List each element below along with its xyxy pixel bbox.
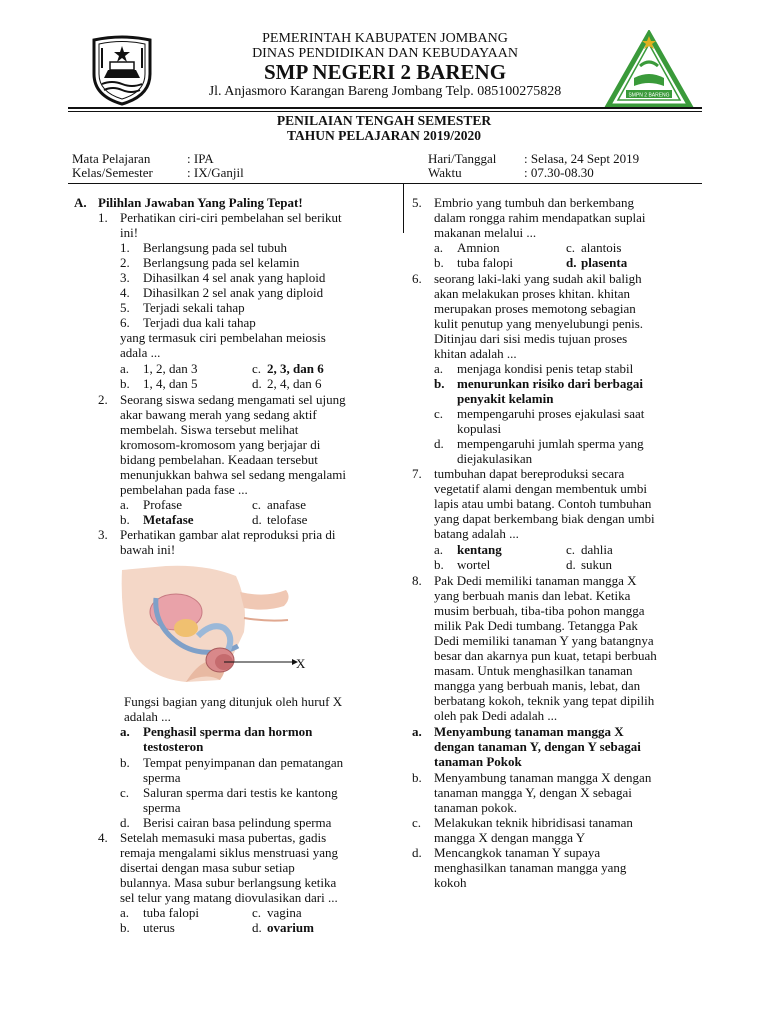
option-a: tuba falopi bbox=[143, 905, 199, 920]
question-number: 8. bbox=[412, 573, 422, 588]
question-number: 3. bbox=[98, 527, 108, 542]
option-letter: c. bbox=[566, 542, 576, 557]
question-text-line: milik Pak Dedi tumbang. Tetangga Pak bbox=[434, 618, 638, 633]
option-c: dahlia bbox=[581, 542, 613, 557]
list-item: Dihasilkan 2 sel anak yang diploid bbox=[143, 285, 324, 300]
option-b: tuba falopi bbox=[457, 255, 513, 270]
question-text-line: yang dapat berkembang biak dengan umbi bbox=[434, 511, 655, 526]
option-d-cont: diejakulasikan bbox=[457, 451, 533, 466]
option-b-cont: tanaman pokok. bbox=[434, 800, 518, 815]
header-department-line: DINAS PENDIDIKAN DAN KEBUDAYAAN bbox=[252, 46, 518, 61]
question-text-line: Perhatikan gambar alat reproduksi pria di bbox=[120, 527, 336, 542]
question-text-line: remaja mengalami siklus menstruasi yang bbox=[120, 845, 339, 860]
option-b: 1, 4, dan 5 bbox=[143, 376, 198, 391]
question-text-line: Perhatikan ciri-ciri pembelahan sel berikut bbox=[120, 210, 342, 225]
school-logo-icon bbox=[604, 30, 694, 112]
list-item: Terjadi sekali tahap bbox=[143, 300, 245, 315]
option-b-answer: menurunkan risiko dari berbagai bbox=[457, 376, 644, 391]
option-b-answer: Metafase bbox=[143, 512, 194, 527]
question-text-line: makanan melalui ... bbox=[434, 225, 537, 240]
option-letter: c. bbox=[566, 240, 576, 255]
list-item-number: 1. bbox=[120, 240, 130, 255]
class-label: Kelas/Semester bbox=[72, 165, 153, 180]
jombang-regency-emblem-icon bbox=[88, 34, 156, 106]
option-letter: b. bbox=[120, 376, 130, 391]
option-a: 1, 2, dan 3 bbox=[143, 361, 198, 376]
option-letter: b. bbox=[120, 755, 130, 770]
school-name: SMP NEGERI 2 BARENG bbox=[263, 60, 507, 84]
question-text-line: Pak Dedi memiliki tanaman mangga X bbox=[434, 573, 637, 588]
question-number: 5. bbox=[412, 195, 422, 210]
option-d: telofase bbox=[267, 512, 308, 527]
option-c: anafase bbox=[267, 497, 306, 512]
date-value: : Selasa, 24 Sept 2019 bbox=[524, 151, 640, 166]
option-letter: b. bbox=[434, 557, 444, 572]
list-item-number: 5. bbox=[120, 300, 130, 315]
option-letter: a. bbox=[434, 240, 444, 255]
option-a: menjaga kondisi penis tetap stabil bbox=[457, 361, 634, 376]
question-text-line: Setelah memasuki masa pubertas, gadis bbox=[120, 830, 327, 845]
question-text-line: Ditinjau dari sisi medis tujuan proses bbox=[434, 331, 628, 346]
option-a: Profase bbox=[143, 497, 182, 512]
option-a: Amnion bbox=[457, 240, 500, 255]
question-text-line: adala ... bbox=[120, 345, 161, 360]
question-text-line: pembelahan pada fase ... bbox=[120, 482, 248, 497]
option-a-answer-cont: testosteron bbox=[143, 739, 204, 754]
date-label: Hari/Tanggal bbox=[428, 151, 497, 166]
option-letter: a. bbox=[412, 724, 422, 739]
exam-year: TAHUN PELAJARAN 2019/2020 bbox=[286, 128, 481, 143]
option-letter: c. bbox=[252, 361, 262, 376]
list-item-number: 2. bbox=[120, 255, 130, 270]
question-text-line: seorang laki-laki yang sudah akil baligh bbox=[434, 271, 642, 286]
question-number: 2. bbox=[98, 392, 108, 407]
question-text-line: lapis atau umbi batang. Contoh tumbuhan bbox=[434, 496, 652, 511]
meta-divider bbox=[68, 183, 702, 184]
option-letter: c. bbox=[120, 785, 130, 800]
option-d: sukun bbox=[581, 557, 613, 572]
list-item: Berlangsung pada sel tubuh bbox=[143, 240, 288, 255]
option-b: wortel bbox=[457, 557, 491, 572]
pointer-label: X bbox=[296, 656, 306, 671]
class-value: : IX/Ganjil bbox=[187, 165, 244, 180]
option-letter: d. bbox=[252, 920, 262, 935]
list-item-number: 4. bbox=[120, 285, 130, 300]
option-letter: c. bbox=[252, 905, 262, 920]
question-text-line: vegetatif alami dengan membentuk umbi bbox=[434, 481, 647, 496]
time-label: Waktu bbox=[428, 165, 462, 180]
list-item: Terjadi dua kali tahap bbox=[143, 315, 256, 330]
question-text-line: Embrio yang tumbuh dan berkembang bbox=[434, 195, 635, 210]
option-letter: d. bbox=[566, 557, 576, 572]
option-b: Menyambung tanaman mangga X dengan bbox=[434, 770, 652, 785]
option-letter: a. bbox=[434, 361, 444, 376]
question-text-line: menunjukkan bahwa sel sedang mengalami bbox=[120, 467, 346, 482]
question-text-line: akar bawang merah yang sedang aktif bbox=[120, 407, 317, 422]
question-text-line: tumbuhan dapat bereproduksi secara bbox=[434, 466, 625, 481]
header-divider-thick bbox=[68, 107, 702, 109]
school-logo-text: SMPN 2 BARENG bbox=[628, 92, 670, 99]
option-d-answer: plasenta bbox=[581, 255, 628, 270]
option-a-answer: Menyambung tanaman mangga X bbox=[434, 724, 624, 739]
option-letter: b. bbox=[120, 920, 130, 935]
option-b: Tempat penyimpanan dan pematangan bbox=[143, 755, 344, 770]
question-text-line: sel telur yang matang diovulasikan dari ... bbox=[120, 890, 338, 905]
question-text-line: oleh pak Dedi adalah ... bbox=[434, 708, 558, 723]
option-letter: a. bbox=[120, 724, 130, 739]
section-title: Pilihlan Jawaban Yang Paling Tepat! bbox=[98, 195, 303, 210]
option-c: Saluran sperma dari testis ke kantong bbox=[143, 785, 338, 800]
option-letter: c. bbox=[434, 406, 444, 421]
option-d: 2, 4, dan 6 bbox=[267, 376, 322, 391]
question-text-line: kulit penutup yang menyelubungi penis. bbox=[434, 316, 644, 331]
option-letter: d. bbox=[252, 512, 262, 527]
option-d: mempengaruhi jumlah sperma yang bbox=[457, 436, 644, 451]
option-d-cont: kokoh bbox=[434, 875, 467, 890]
question-text-line: masam. Untuk menghasilkan tanaman bbox=[434, 663, 633, 678]
option-c: vagina bbox=[267, 905, 302, 920]
option-c-cont: sperma bbox=[143, 800, 181, 815]
question-text-line: Fungsi bagian yang ditunjuk oleh huruf X bbox=[124, 694, 343, 709]
option-letter: a. bbox=[120, 497, 130, 512]
question-text-line: yang berbuah manis dan lebat. Ketika bbox=[434, 588, 631, 603]
option-letter: b. bbox=[120, 512, 130, 527]
question-text-line: batang adalah ... bbox=[434, 526, 519, 541]
list-item-number: 6. bbox=[120, 315, 130, 330]
section-letter: A. bbox=[74, 195, 87, 210]
question-number: 6. bbox=[412, 271, 422, 286]
option-b-answer-cont: penyakit kelamin bbox=[457, 391, 554, 406]
option-c: Melakukan teknik hibridisasi tanaman bbox=[434, 815, 633, 830]
option-letter: d. bbox=[252, 376, 262, 391]
option-b: uterus bbox=[143, 920, 175, 935]
list-item: Berlangsung pada sel kelamin bbox=[143, 255, 300, 270]
question-text-line: musim berbuah, tiba-tiba pohon mangga bbox=[434, 603, 645, 618]
male-reproductive-system-illustration bbox=[116, 562, 316, 688]
question-number: 1. bbox=[98, 210, 108, 225]
option-letter: b. bbox=[434, 255, 444, 270]
question-text-line: berbatang kokoh, teknik yang tepat dipilih bbox=[434, 693, 655, 708]
question-text-line: bawah ini! bbox=[120, 542, 176, 557]
column-divider bbox=[403, 183, 404, 233]
question-text-line: adalah ... bbox=[124, 709, 171, 724]
option-letter: a. bbox=[434, 542, 444, 557]
question-text-line: Seorang siswa sedang mengamati sel ujung bbox=[120, 392, 346, 407]
option-d-answer: ovarium bbox=[267, 920, 314, 935]
option-c-answer: 2, 3, dan 6 bbox=[267, 361, 324, 376]
question-text-line: yang termasuk ciri pembelahan meiosis bbox=[120, 330, 326, 345]
option-letter: c. bbox=[252, 497, 262, 512]
option-a-answer-cont: dengan tanaman Y, dengan Y sebagai bbox=[434, 739, 641, 754]
subject-value: : IPA bbox=[187, 151, 214, 166]
option-d: Mencangkok tanaman Y supaya bbox=[434, 845, 601, 860]
question-text-line: ini! bbox=[120, 225, 139, 240]
question-text-line: besar dan akarnya pun kuat, tetapi berbuah bbox=[434, 648, 657, 663]
question-text-line: membelah. Siswa tersebut melihat bbox=[120, 422, 299, 437]
question-number: 4. bbox=[98, 830, 108, 845]
question-text-line: akan melakukan proses khitan. khitan bbox=[434, 286, 631, 301]
header-divider-thin bbox=[68, 111, 702, 112]
option-d-cont: menghasilkan tanaman mangga yang bbox=[434, 860, 627, 875]
option-letter: b. bbox=[434, 376, 445, 391]
option-letter: a. bbox=[120, 905, 130, 920]
question-text-line: dalam rongga rahim mendapatkan suplai bbox=[434, 210, 646, 225]
option-a-answer-cont: tanaman Pokok bbox=[434, 754, 522, 769]
question-text-line: Dedi memiliki tanaman Y yang batangnya bbox=[434, 633, 654, 648]
option-letter: c. bbox=[412, 815, 422, 830]
list-item: Dihasilkan 4 sel anak yang haploid bbox=[143, 270, 326, 285]
question-text-line: bulannya. Masa subur berlangsung ketika bbox=[120, 875, 337, 890]
option-a-answer: kentang bbox=[457, 542, 502, 557]
question-text-line: kromosom-kromosom yang berjajar di bbox=[120, 437, 321, 452]
option-letter: d. bbox=[120, 815, 130, 830]
exam-title: PENILAIAN TENGAH SEMESTER bbox=[276, 113, 492, 128]
option-letter: d. bbox=[412, 845, 422, 860]
option-c-cont: kopulasi bbox=[457, 421, 502, 436]
subject-label: Mata Pelajaran bbox=[72, 151, 151, 166]
option-c-cont: mangga X dengan mangga Y bbox=[434, 830, 586, 845]
option-letter: b. bbox=[412, 770, 422, 785]
option-c: alantois bbox=[581, 240, 622, 255]
option-letter: a. bbox=[120, 361, 130, 376]
option-letter: d. bbox=[566, 255, 577, 270]
question-text-line: bidang pembelahan. Keadaan tersebut bbox=[120, 452, 318, 467]
option-d: Berisi cairan basa pelindung sperma bbox=[143, 815, 332, 830]
question-text-line: mangga yang berbuah manis, lebat, dan bbox=[434, 678, 641, 693]
option-b-cont: tanaman mangga Y, dengan X sebagai bbox=[434, 785, 632, 800]
question-text-line: merupakan proses memotong sebagian bbox=[434, 301, 636, 316]
question-text-line: disertai dengan masa subur setiap bbox=[120, 860, 295, 875]
option-c: mempengaruhi proses ejakulasi saat bbox=[457, 406, 645, 421]
option-a-answer: Penghasil sperma dan hormon bbox=[143, 724, 313, 739]
header-government-line: PEMERINTAH KABUPATEN JOMBANG bbox=[262, 31, 508, 46]
question-number: 7. bbox=[412, 466, 422, 481]
school-address: Jl. Anjasmoro Karangan Bareng Jombang Telp. 085100275828 bbox=[208, 84, 562, 99]
option-b-cont: sperma bbox=[143, 770, 181, 785]
list-item-number: 3. bbox=[120, 270, 130, 285]
time-value: : 07.30-08.30 bbox=[524, 165, 594, 180]
question-text-line: khitan adalah ... bbox=[434, 346, 517, 361]
option-letter: d. bbox=[434, 436, 444, 451]
